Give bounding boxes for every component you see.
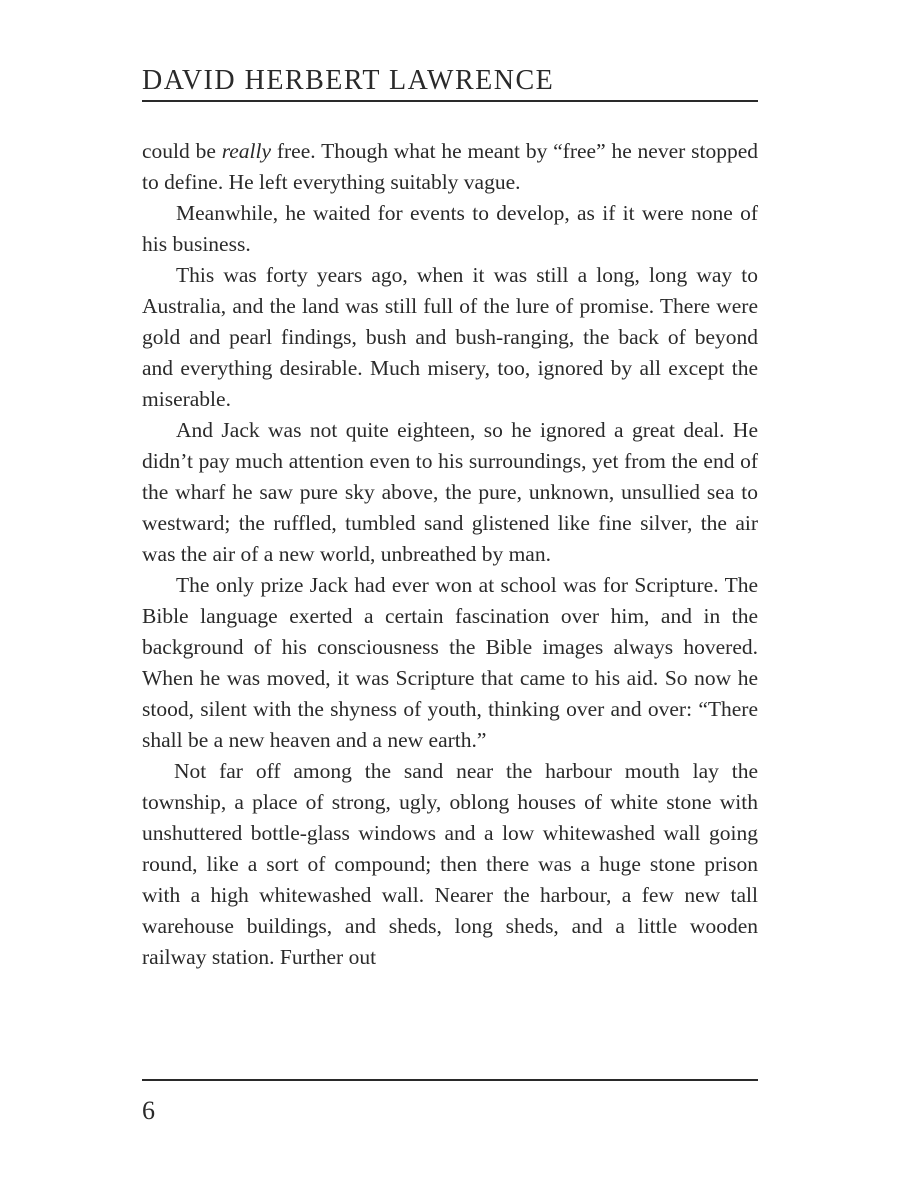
body-text [142, 136, 758, 973]
emphasis-really: really [221, 139, 272, 163]
paragraph-1 [142, 136, 758, 198]
paragraph-1-end: free. Though what he meant by “free” he never stopped to define. He left everything suitably vague. [142, 139, 758, 194]
paragraph-1-start: could be [142, 139, 222, 163]
paragraph-6: Not far off among the sand near the harbour mouth lay the township, a place of strong, ugly, oblong houses of white stone with unshuttered bottle-glass windows and a low whitewashed wall going round, like a sort of compound; then there was a huge stone prison with a high whitewashed wall. Nearer the harbour, a few new tall warehouse buildings, and sheds, long sheds, and a little wooden railway station. Further out [142, 759, 758, 969]
footer-rule [142, 1079, 758, 1081]
paragraph-3: This was forty years ago, when it was still a long, long way to Australia, and the land was still full of the lure of promise. There were gold and pearl findings, bush and bush-ranging, the back of beyond and everything desirable. Much misery, too, ignored by all except the miserable. [142, 263, 758, 411]
paragraph-4: And Jack was not quite eighteen, so he ignored a great deal. He didn’t pay much attention even to his surroundings, yet from the end of the wharf he saw pure sky above, the pure, unknown, unsullied sea to westward; the ruffled, tumbled sand glistened like fine silver, the air was the air of a new world, unbreathed by man. [142, 418, 758, 566]
running-header-title: DAVID HERBERT LAWRENCE [142, 65, 555, 96]
paragraph-5: The only prize Jack had ever won at school was for Scripture. The Bible language exerted a certain fascination over him, and in the background of his consciousness the Bible images always hovered. When he was moved, it was Scripture that came to his aid. So now he stood, silent with the shyness of youth, thinking over and over: “There shall be a new heaven and a new earth.” [142, 573, 758, 752]
running-header [142, 62, 758, 102]
paragraph-2: Meanwhile, he waited for events to develop, as if it were none of his business. [142, 201, 758, 256]
page-number: 6 [142, 1096, 155, 1125]
